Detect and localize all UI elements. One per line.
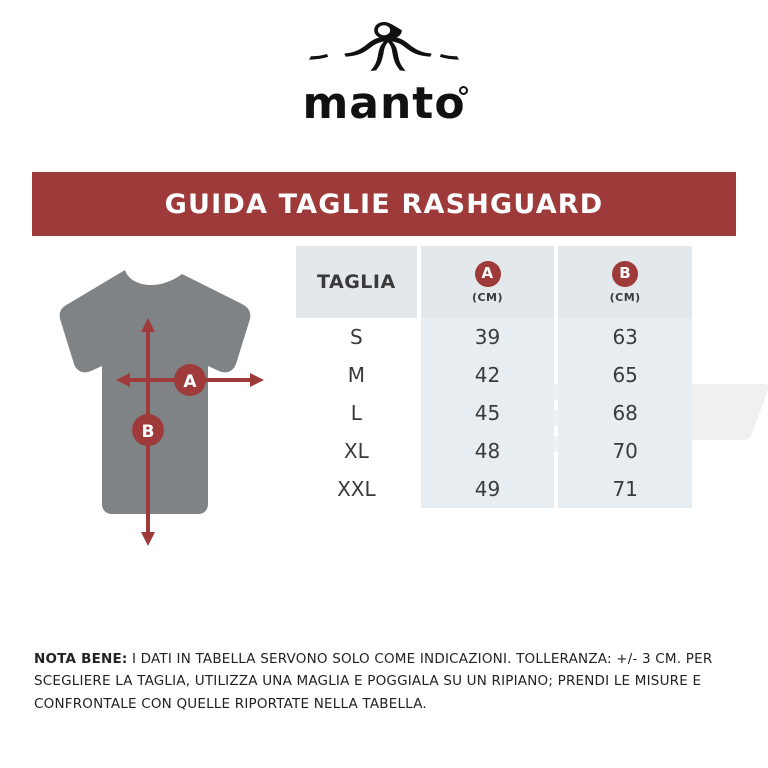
cell-size: S (349, 325, 363, 349)
size-table-body (296, 318, 692, 508)
cell-b: 71 (558, 470, 692, 508)
badge-a: A (475, 261, 501, 287)
svg-text:B: B (141, 422, 155, 442)
cell-size: M (347, 363, 365, 387)
table-row (296, 318, 692, 356)
manto-gymnast-logo-icon (309, 18, 459, 80)
shirt-illustration (30, 252, 290, 562)
cell-size: XXL (337, 477, 376, 501)
badge-b: B (612, 261, 638, 287)
cell-b: 70 (558, 432, 692, 470)
header-measure-a (421, 246, 555, 318)
cell-b: 65 (558, 356, 692, 394)
note-block (34, 648, 734, 715)
note-text: I DATI IN TABELLA SERVONO SOLO COME INDICAZIONI. TOLLERANZA: +/- 3 CM. PER SCEGLIERE LA TAGLIA, UTILIZZA UNA MAGLIA E POGGIALA SU UN RIPIANO; PRENDI LE MISURE E CONFRONTALE CON QUELLE RIPORTATE NELLA TABELLA. (34, 651, 713, 712)
table-row (296, 394, 692, 432)
cell-size: XL (343, 439, 369, 463)
table-row (296, 432, 692, 470)
header-measure-b (558, 246, 692, 318)
brand-wordmark-text: manto (302, 78, 466, 129)
brand-dot-icon (459, 86, 468, 95)
cell-a: 45 (421, 394, 555, 432)
svg-text:A: A (183, 372, 197, 392)
brand-logo (0, 18, 768, 138)
table-row (296, 470, 692, 508)
unit-b: (CM) (609, 290, 641, 304)
cell-a: 49 (421, 470, 555, 508)
size-table-head (296, 246, 692, 318)
cell-a: 48 (421, 432, 555, 470)
note-label: NOTA BENE: (34, 651, 128, 667)
brand-wordmark (302, 78, 466, 129)
page-title: GUIDA TAGLIE RASHGUARD (164, 188, 604, 220)
table-row (296, 356, 692, 394)
header-size: TAGLIA (296, 246, 417, 318)
tshirt-icon (30, 252, 290, 562)
size-table (292, 246, 696, 508)
cell-a: 39 (421, 318, 555, 356)
cell-size: L (350, 401, 362, 425)
cell-a: 42 (421, 356, 555, 394)
unit-a: (CM) (471, 290, 504, 304)
title-bar (32, 172, 736, 236)
table-header-row (296, 246, 692, 318)
cell-b: 63 (558, 318, 692, 356)
cell-b: 68 (558, 394, 692, 432)
